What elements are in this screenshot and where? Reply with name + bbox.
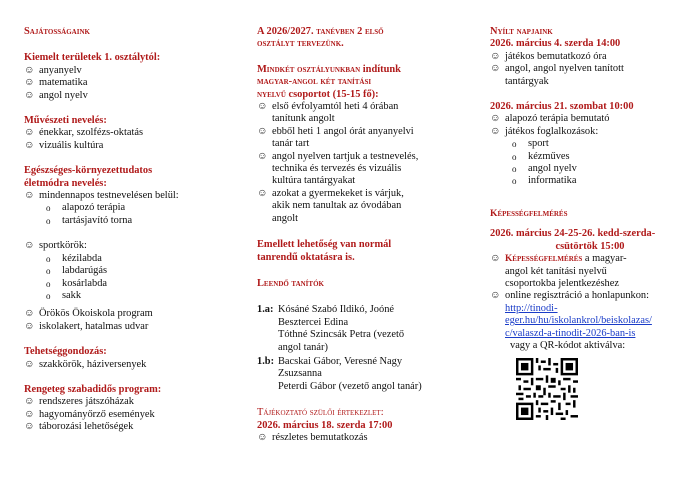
smiley-icon: ☺ — [24, 127, 35, 139]
tehetseg-title: Tehetséggondozás: — [24, 346, 107, 358]
sub-item: o kosárlabda — [46, 277, 108, 289]
smiley-icon: ☺ — [24, 89, 35, 101]
bullet-icon: o — [512, 176, 517, 187]
date-2: 2026. március 21. szombat 10:00 — [490, 101, 634, 113]
list-item: ☺ részletes bemutatkozás — [257, 431, 368, 443]
teacher-line: angol tanár) — [278, 341, 328, 353]
smiley-icon: ☺ — [257, 431, 268, 443]
registration-link[interactable]: eger.hu/hu/iskolankrol/beiskolazas/ — [505, 315, 652, 327]
list-item: ☺ énekkar, szolfézs-oktatás — [24, 127, 144, 139]
teacher-line: Zsuzsanna — [278, 368, 322, 380]
list-item-cont: angol két tanítási nyelvű — [505, 265, 607, 277]
tajekoztato-date: 2026. március 18. szerda 17:00 — [257, 419, 393, 431]
muveszeti-title: Művészeti nevelés: — [24, 115, 107, 127]
smiley-icon: ☺ — [257, 187, 268, 199]
list-item-cont: angolt — [272, 212, 298, 224]
list-item: ☺ alapozó terápia bemutató — [490, 113, 610, 125]
smiley-icon: ☺ — [490, 125, 501, 137]
emelt-note-2: tanrendű oktatásra is. — [257, 251, 355, 263]
smiley-icon: ☺ — [24, 77, 35, 89]
teacher-line: Besztercei Edina — [278, 316, 349, 328]
emelt-note: Emellett lehetőség van normál — [257, 239, 392, 251]
egeszseg-title: Egészséges-környezettudatos — [24, 165, 153, 177]
class-label: 1.b: — [257, 355, 275, 367]
smiley-icon: ☺ — [24, 408, 35, 420]
column-osztalyok — [257, 26, 457, 444]
bullet-icon: o — [46, 278, 51, 289]
smiley-icon: ☺ — [24, 358, 35, 370]
sub-item: o kézilabda — [46, 252, 102, 264]
list-item: ☺ ebből heti 1 angol órát anyanyelvi — [257, 125, 414, 137]
teacher-1b: 1.b: Bacskai Gábor, Veresné Nagy — [257, 355, 403, 367]
sub-item: o informatika — [512, 175, 577, 187]
kepesseg-title: Képességfelmérés — [490, 207, 568, 219]
qr-caption: vagy a QR-kódot aktiválva: — [510, 339, 626, 351]
list-item-cont: technika és tervezés és vizuális — [272, 163, 402, 175]
heading-sajatossagaink: Sajátosságaink — [24, 26, 90, 37]
smiley-icon: ☺ — [24, 139, 35, 151]
list-item: ☺ első évfolyamtól heti 4 órában — [257, 101, 399, 113]
list-item: ☺ játékos foglalkozások: — [490, 125, 599, 137]
smiley-icon: ☺ — [490, 253, 501, 265]
tajekoztato-title: Tájékoztató szülői értekezlet: — [257, 407, 384, 419]
sub-item: o angol nyelv — [512, 163, 577, 175]
qr-code-icon[interactable] — [516, 358, 578, 420]
smiley-icon: ☺ — [24, 421, 35, 433]
date-1: 2026. március 4. szerda 14:00 — [490, 38, 621, 50]
leendo-title: Leendő tanítók — [257, 277, 324, 289]
list-item-cont: csoportokba jelentkezéshez — [505, 277, 619, 289]
list-item: ☺ sportkörök: — [24, 240, 87, 252]
list-item: ☺ mindennapos testnevelésen belül: — [24, 190, 179, 202]
smiley-icon: ☺ — [24, 396, 35, 408]
mindket-heading-2: magyar-angol két tanítási — [257, 76, 372, 88]
smiley-icon: ☺ — [24, 64, 35, 76]
list-item: ☺ Képességfelmérés a magyar- — [490, 253, 627, 265]
smiley-icon: ☺ — [490, 63, 501, 75]
smiley-icon: ☺ — [257, 150, 268, 162]
list-item: ☺ anyanyelv — [24, 64, 82, 76]
list-item: ☺ angol nyelv — [24, 89, 88, 101]
osztaly-heading-2: osztályt tervezünk. — [257, 38, 344, 50]
bullet-icon: o — [512, 164, 517, 175]
smiley-icon: ☺ — [24, 190, 35, 202]
kepesseg-date: 2026. március 24-25-26. kedd-szerda- — [490, 228, 656, 240]
osztaly-heading: A 2026/2027. tanévben 2 első — [257, 26, 384, 37]
sub-item: o alapozó terápia — [46, 202, 126, 214]
list-item: ☺ táborozási lehetőségek — [24, 421, 134, 433]
smiley-icon: ☺ — [257, 101, 268, 113]
nyilt-title: Nyílt napjaink — [490, 26, 553, 37]
list-item-cont: tantárgyak — [505, 75, 549, 87]
egeszseg-title-2: életmódra nevelés: — [24, 177, 107, 189]
kepesseg-date-2: csütörtök 15:00 — [555, 240, 625, 252]
list-item: ☺ játékos bemutatkozó óra — [490, 50, 607, 62]
szabadido-title: Rengeteg szabadidős program: — [24, 383, 162, 395]
kiemelt-title: Kiemelt területek 1. osztálytól: — [24, 52, 161, 64]
bullet-icon: o — [512, 139, 517, 150]
list-item: ☺ angol nyelven tartjuk a testnevelés, — [257, 150, 419, 162]
smiley-icon: ☺ — [24, 320, 35, 332]
teacher-line: Tóthné Szincsák Petra (vezető — [278, 329, 405, 341]
list-item: ☺ iskolakert, hatalmas udvar — [24, 320, 149, 332]
list-item: ☺ hagyományőrző események — [24, 408, 155, 420]
mindket-heading-3: nyelvű csoportot (15-15 fő): — [257, 88, 379, 100]
column-sajatossagaink — [24, 26, 224, 434]
bullet-icon: o — [46, 203, 51, 214]
list-item: ☺ matematika — [24, 77, 88, 89]
list-item-cont: tanár tart — [272, 138, 310, 150]
bullet-icon: o — [46, 290, 51, 301]
smiley-icon: ☺ — [257, 125, 268, 137]
list-item-cont: akik nem tanultak az óvodában — [272, 200, 402, 212]
list-item: ☺ szakkörök, háziversenyek — [24, 358, 147, 370]
list-item: ☺ online regisztráció a honlapunkon: — [490, 290, 649, 302]
bullet-icon: o — [46, 266, 51, 277]
registration-link[interactable]: http://tinodi- — [505, 302, 558, 314]
registration-link[interactable]: c/valaszd-a-tinodit-2026-ban-is — [505, 327, 636, 339]
bullet-icon: o — [512, 151, 517, 162]
sub-item: o sakk — [46, 289, 82, 301]
sub-item: o sport — [512, 138, 549, 150]
list-item: ☺ azokat a gyermekeket is várjuk, — [257, 187, 404, 199]
bullet-icon: o — [46, 215, 51, 226]
bullet-icon: o — [46, 253, 51, 264]
list-item: ☺ Örökös Ökoiskola program — [24, 308, 153, 320]
list-item-cont: tanítunk angolt — [272, 113, 335, 125]
list-item: ☺ rendszeres játszóházak — [24, 396, 134, 408]
smiley-icon: ☺ — [24, 308, 35, 320]
smiley-icon: ☺ — [490, 50, 501, 62]
sub-item: o tartásjavító torna — [46, 214, 133, 226]
teacher-1a: 1.a: Kósáné Szabó Ildikó, Joóné — [257, 304, 395, 316]
list-item: ☺ vizuális kultúra — [24, 139, 104, 151]
smiley-icon: ☺ — [490, 113, 501, 125]
list-item-cont: kultúra tantárgyakat — [272, 175, 356, 187]
list-item: ☺ angol, angol nyelven tanított — [490, 63, 624, 75]
smiley-icon: ☺ — [24, 240, 35, 252]
class-label: 1.a: — [257, 304, 274, 316]
sub-item: o kézműves — [512, 150, 570, 162]
teacher-line: Peterdi Gábor (vezető angol tanár) — [278, 380, 422, 392]
mindket-heading: Mindkét osztályunkban indítunk — [257, 63, 401, 75]
column-nyilt-napok — [490, 26, 690, 420]
smiley-icon: ☺ — [490, 290, 501, 302]
sub-item: o labdarúgás — [46, 265, 108, 277]
